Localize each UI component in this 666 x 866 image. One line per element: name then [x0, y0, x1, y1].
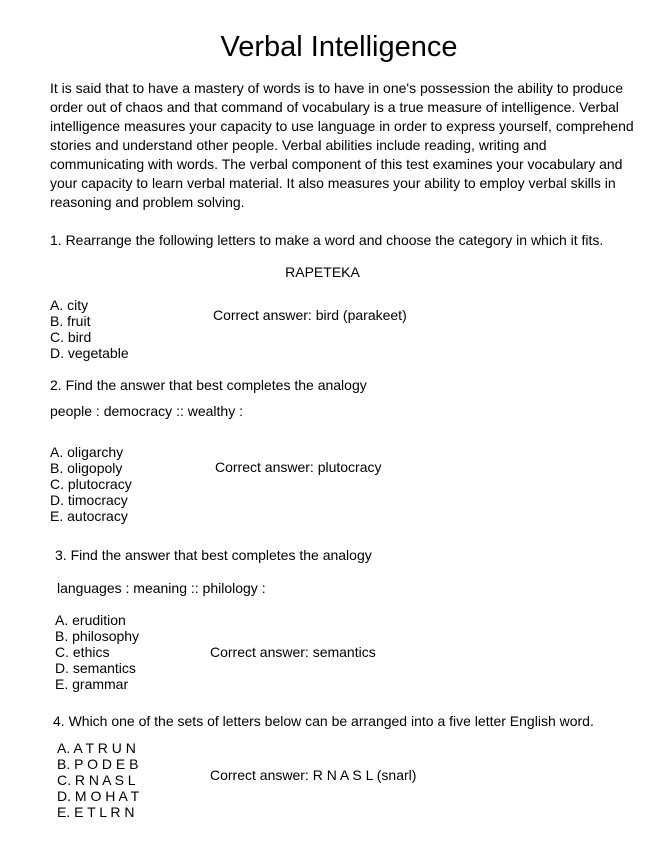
question-3 — [55, 547, 628, 692]
question-3-option-c: C. ethics — [55, 644, 110, 660]
question-1-option-c: C. bird — [50, 329, 92, 345]
question-3-options-row — [55, 612, 628, 692]
question-1-option-d: D. vegetable — [50, 345, 129, 361]
question-3-option-e: E. grammar — [55, 676, 129, 692]
question-2-option-d: D. timocracy — [50, 492, 128, 508]
question-1-heading: 1. Rearrange the following letters to make a word and choose the category in which it fits. — [50, 232, 604, 248]
question-3-option-d: D. semantics — [55, 660, 136, 676]
question-4-option-a: A. A T R U N — [57, 740, 136, 756]
question-3-option-b: B. philosophy — [55, 628, 140, 644]
page-title: Verbal Intelligence — [220, 31, 458, 63]
question-3-analogy-prompt: languages : meaning :: philology : — [57, 580, 266, 596]
question-4-option-e: E. E T L R N — [57, 804, 135, 820]
question-4-heading: 4. Which one of the sets of letters below can be arranged into a five letter English word. — [53, 713, 594, 729]
question-3-heading: 3. Find the answer that best completes the analogy — [55, 547, 372, 563]
question-4-option-b: B. P O D E B — [57, 756, 139, 772]
question-1-correct-answer: Correct answer: bird (parakeet) — [213, 307, 407, 323]
question-3-option-a: A. erudition — [55, 612, 126, 628]
question-4-correct-answer: Correct answer: R N A S L (snarl) — [210, 767, 417, 783]
question-3-correct-answer: Correct answer: semantics — [210, 644, 376, 660]
question-4 — [53, 713, 628, 820]
question-1-options-row — [50, 297, 628, 361]
question-1 — [50, 232, 628, 361]
question-2 — [50, 377, 628, 524]
question-2-option-c: C. plutocracy — [50, 476, 132, 492]
question-4-options-row — [53, 740, 628, 820]
question-2-option-a: A. oligarchy — [50, 444, 124, 460]
question-2-options-row — [50, 444, 628, 524]
question-2-heading: 2. Find the answer that best completes the analogy — [50, 377, 367, 393]
question-2-options — [50, 444, 628, 524]
question-4-option-c: C. R N A S L — [57, 772, 136, 788]
question-2-correct-answer: Correct answer: plutocracy — [215, 459, 382, 475]
question-1-option-a: A. city — [50, 297, 89, 313]
question-2-analogy-prompt: people : democracy :: wealthy : — [50, 403, 243, 419]
question-1-stimulus: RAPETEKA — [285, 264, 360, 280]
question-2-option-e: E. autocracy — [50, 508, 128, 524]
question-2-option-b: B. oligopoly — [50, 460, 123, 476]
question-1-option-b: B. fruit — [50, 313, 91, 329]
intro-paragraph: It is said that to have a mastery of words is to have in one's possession the ability to produce order out of chaos and that command of vocabulary is a true measure of intelligence. Verbal intelligence measures your capacity to use language in order to express yourself, comprehend stories and understand other people. Verbal abilities include reading, writing and communicating with words. The verbal component of this test examines your vocabulary and your capacity to learn verbal material. It also measures your ability to employ verbal skills in reasoning and problem solving. — [50, 80, 634, 210]
question-4-option-d: D. M O H A T — [57, 788, 140, 804]
